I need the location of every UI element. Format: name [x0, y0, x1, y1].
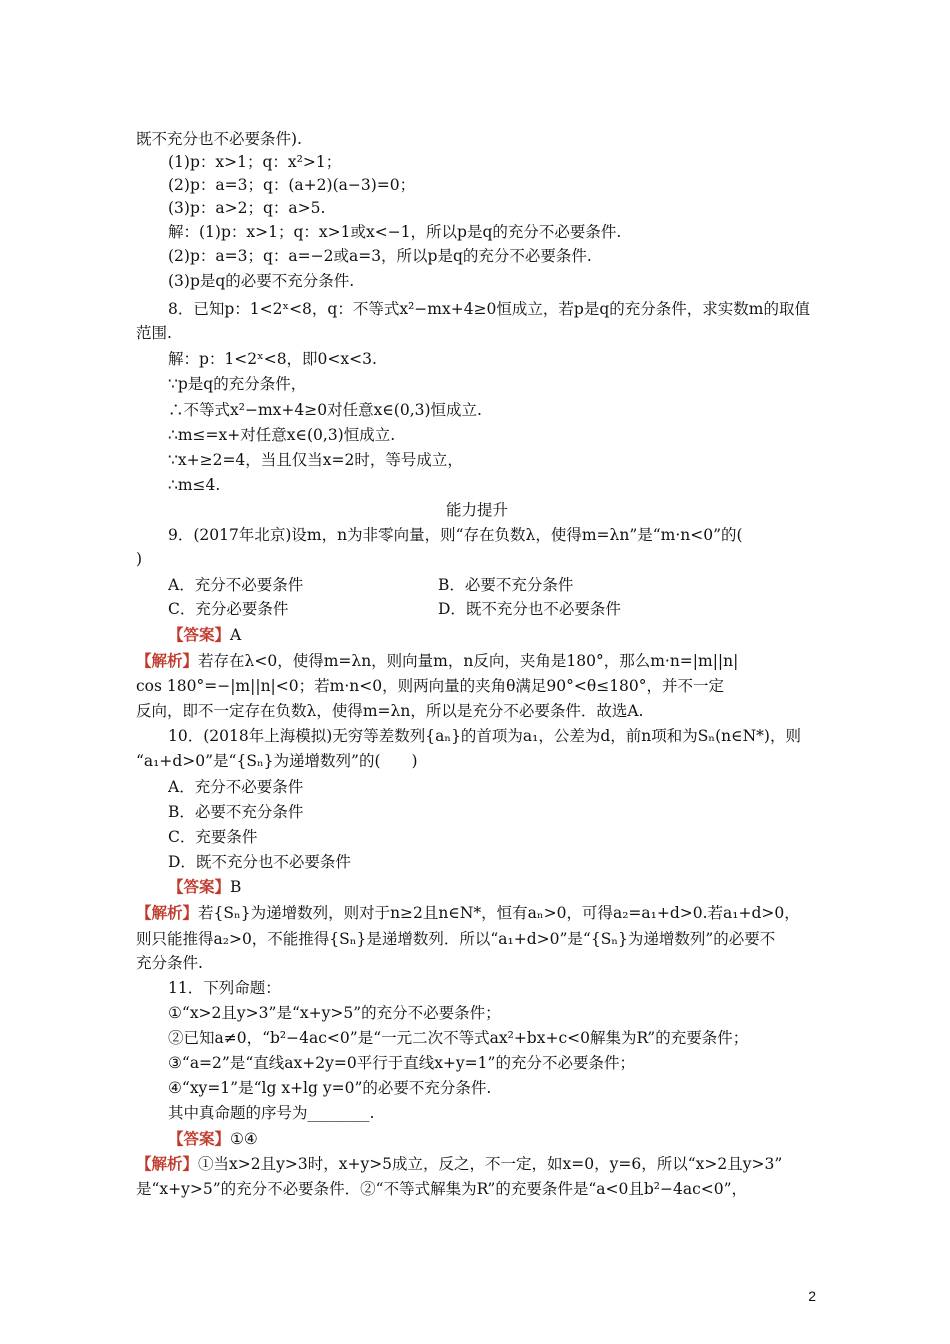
solution-line: ∵x+≥2=4，当且仅当x=2时，等号成立，: [168, 451, 463, 469]
statement-4: ④“xy=1”是“lg x+lg y=0”的必要不充分条件.: [168, 1079, 492, 1097]
option-b: B．必要不充分条件: [438, 576, 574, 594]
page-number: 2: [808, 1288, 816, 1304]
text-line: (2)p：a=3；q：(a+2)(a−3)=0；: [168, 176, 416, 194]
analysis-text: ①当x>2且y>3时，x+y>5成立，反之，不一定，如x=0，y=6，所以“x>2且y>3”: [198, 1155, 783, 1173]
statement-1: ①“x>2且y>3”是“x+y>5”的充分不必要条件；: [168, 1004, 501, 1022]
text-line: (3)p：a>2；q：a>5.: [168, 199, 326, 217]
analysis-tag: 【解析】: [136, 651, 199, 670]
analysis-tag: 【解析】: [136, 903, 199, 922]
solution-line: ∴不等式x²−mx+4≥0对任意x∈(0,3)恒成立.: [168, 401, 482, 419]
text-line: (1)p：x>1；q：x²>1；: [168, 153, 342, 171]
text-line: 是“x+y>5”的充分不必要条件．②“不等式解集为R”的充要条件是“a<0且b²−4ac<0”，: [136, 1180, 748, 1198]
text-line: 则只能推得a₂>0，不能推得{Sₙ}是递增数列．所以“a₁+d>0”是“{Sₙ}为递增数列”的必要不: [136, 930, 776, 948]
solution-line: ∴m≤4.: [168, 476, 221, 494]
question-8: 8．已知p：1<2ˣ<8，q：不等式x²−mx+4≥0恒成立，若p是q的充分条件，求实数m的取值: [168, 300, 810, 318]
text-line: 范围.: [136, 324, 172, 342]
question-9: 9．(2017年北京)设m，n为非零向量，则“存在负数λ，使得m=λn”是“m·n<0”的(: [168, 526, 743, 544]
option-d: D．既不充分也不必要条件: [438, 600, 621, 618]
fill-blank-prompt: 其中真命题的序号为________.: [168, 1104, 375, 1122]
option-a: A．充分不必要条件: [168, 778, 304, 796]
analysis-line: [136, 902, 818, 924]
text-line: ): [136, 550, 143, 568]
analysis-line: [136, 1153, 818, 1175]
text-line: cos 180°=−|m||n|<0；若m·n<0，则两向量的夹角θ满足90°<θ≤180°，并不一定: [136, 677, 725, 695]
answer-tag: 【答案】: [168, 877, 231, 896]
answer-line: [168, 624, 818, 646]
section-heading: 能力提升: [445, 501, 508, 519]
analysis-text: 若{Sₙ}为递增数列，则对于n≥2且n∈N*，恒有aₙ>0，可得a₂=a₁+d>0.若a₁+d>0，: [198, 904, 800, 922]
analysis-line: [136, 650, 818, 672]
text-line: (3)p是q的必要不充分条件.: [168, 272, 355, 290]
analysis-text: 若存在λ<0，使得m=λn，则向量m，n反向，夹角是180°，那么m·n=|m||n|: [198, 652, 739, 670]
answer-line: [168, 876, 818, 898]
option-b: B．必要不充分条件: [168, 803, 304, 821]
solution-line: ∵p是q的充分条件，: [168, 375, 307, 393]
solution-line: 解：p：1<2ˣ<8，即0<x<3.: [168, 350, 377, 368]
option-c: C．充分必要条件: [168, 600, 289, 618]
text-line: 既不充分也不必要条件).: [136, 130, 302, 148]
text-line: 解：(1)p：x>1；q：x>1或x<−1，所以p是q的充分不必要条件.: [168, 223, 622, 241]
question-10: 10．(2018年上海模拟)无穷等差数列{aₙ}的首项为a₁，公差为d，前n项和为Sₙ(n∈N*)，则: [168, 727, 801, 745]
answer-tag: 【答案】: [168, 1129, 231, 1148]
text-line: (2)p：a=3；q：a=−2或a=3，所以p是q的充分不必要条件.: [168, 247, 592, 265]
statement-2: ②已知a≠0，“b²−4ac<0”是“一元二次不等式ax²+bx+c<0解集为R”的充要条件；: [168, 1029, 749, 1047]
text-line: 反向，即不一定存在负数λ，使得m=λn，所以是充分不必要条件．故选A.: [136, 702, 644, 720]
answer-tag: 【答案】: [168, 625, 231, 644]
solution-line: ∴m≤=x+对任意x∈(0,3)恒成立.: [168, 426, 396, 444]
q9-options-row: [168, 574, 818, 596]
option-c: C．充要条件: [168, 828, 258, 846]
option-a: A．充分不必要条件: [168, 576, 304, 594]
text-line: “a₁+d>0”是“{Sₙ}为递增数列”的( ): [136, 752, 418, 770]
answer-value: B: [230, 878, 242, 896]
answer-value: A: [230, 626, 242, 644]
text-line: 充分条件.: [136, 954, 203, 972]
option-d: D．既不充分也不必要条件: [168, 853, 351, 871]
question-11: 11．下列命题：: [168, 979, 281, 997]
answer-value: ①④: [230, 1130, 258, 1148]
statement-3: ③“a=2”是“直线ax+2y=0平行于直线x+y=1”的充分不必要条件；: [168, 1054, 635, 1072]
q9-options-row: [168, 598, 818, 620]
analysis-tag: 【解析】: [136, 1154, 199, 1173]
answer-line: [168, 1128, 818, 1150]
